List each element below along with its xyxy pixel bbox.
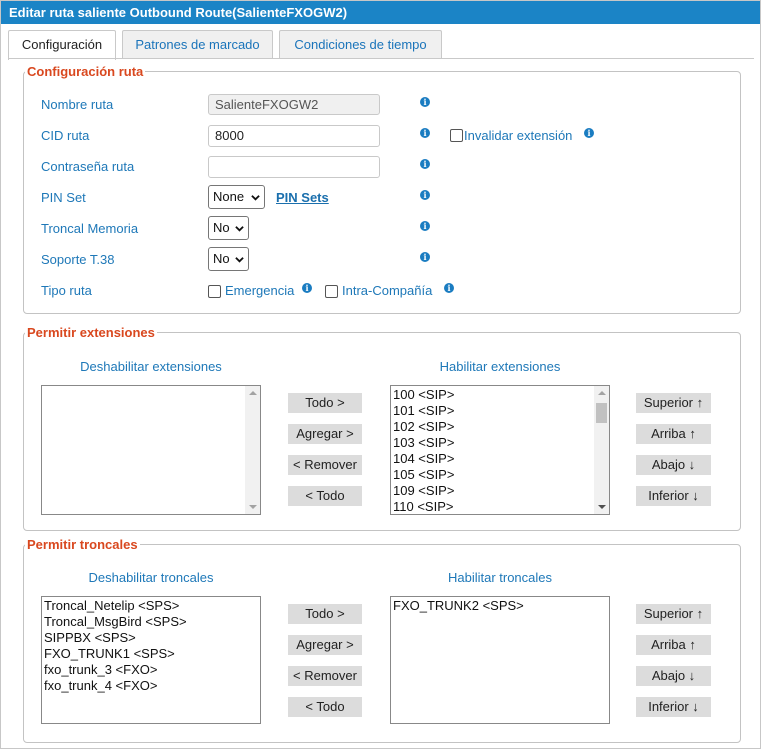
chevron-down-icon (251, 193, 260, 202)
intra-company-checkbox[interactable] (325, 285, 338, 298)
enabled-trunks-list[interactable] (390, 596, 610, 724)
info-icon[interactable]: i (444, 283, 454, 293)
route-type-label: Tipo ruta (41, 283, 92, 298)
list-item[interactable]: FXO_TRUNK1 <SPS> (44, 646, 175, 661)
emergency-label: Emergencia (225, 283, 295, 298)
trunk-memory-value: No (213, 220, 230, 235)
list-item[interactable]: SIPPBX <SPS> (44, 630, 136, 645)
enabled-extensions-list[interactable] (390, 385, 610, 515)
enabled-extensions-title: Habilitar extensiones (439, 359, 561, 374)
disabled-trunks-title: Deshabilitar troncales (88, 570, 214, 585)
list-item[interactable]: 110 <SIP> (393, 499, 454, 514)
move-all-right-button[interactable]: Todo > (288, 393, 362, 413)
override-extension-label: Invalidar extensión (464, 128, 573, 143)
chevron-down-icon (235, 255, 244, 264)
scrollbar[interactable] (594, 386, 609, 514)
scroll-up-icon[interactable] (249, 391, 257, 395)
intra-company-label: Intra-Compañía (342, 283, 433, 298)
move-bottom-button[interactable]: Inferior ↓ (636, 486, 711, 506)
trunk-add-button[interactable]: Agregar > (288, 635, 362, 655)
trunk-move-down-button[interactable]: Abajo ↓ (636, 666, 711, 686)
password-label: Contraseña ruta (41, 159, 135, 174)
info-icon[interactable]: i (420, 128, 430, 138)
trunk-move-bottom-button[interactable]: Inferior ↓ (636, 697, 711, 717)
move-down-button[interactable]: Abajo ↓ (636, 455, 711, 475)
trunk-move-all-right-button[interactable]: Todo > (288, 604, 362, 624)
pin-sets-link[interactable]: PIN Sets (276, 190, 329, 205)
list-item[interactable]: 101 <SIP> (393, 403, 455, 418)
tab-patrones-de-marcado[interactable]: Patrones de marcado (122, 30, 273, 59)
t38-value: No (213, 251, 230, 266)
list-item[interactable]: 100 <SIP> (393, 387, 455, 402)
tab-configuracion[interactable]: Configuración (8, 30, 116, 60)
cid-label: CID ruta (41, 128, 90, 143)
list-item[interactable]: 104 <SIP> (393, 451, 455, 466)
tab-divider (8, 58, 754, 59)
chevron-down-icon (235, 224, 244, 233)
info-icon[interactable]: i (420, 159, 430, 169)
trunk-remove-button[interactable]: < Remover (288, 666, 362, 686)
disabled-trunks-list[interactable] (41, 596, 261, 724)
route-name-field: SalienteFXOGW2 (208, 94, 380, 115)
password-field[interactable] (208, 156, 380, 178)
info-icon[interactable]: i (420, 221, 430, 231)
list-item[interactable]: 102 <SIP> (393, 419, 455, 434)
list-item[interactable]: fxo_trunk_4 <FXO> (44, 678, 158, 693)
move-all-left-button[interactable]: < Todo (288, 486, 362, 506)
list-item[interactable]: FXO_TRUNK2 <SPS> (393, 598, 524, 613)
scroll-thumb[interactable] (596, 403, 607, 423)
move-top-button[interactable]: Superior ↑ (636, 393, 711, 413)
t38-select[interactable] (208, 247, 249, 271)
info-icon[interactable]: i (302, 283, 312, 293)
move-up-button[interactable]: Arriba ↑ (636, 424, 711, 444)
trunk-move-all-left-button[interactable]: < Todo (288, 697, 362, 717)
list-item[interactable]: 103 <SIP> (393, 435, 455, 450)
allow-extensions-legend: Permitir extensiones (27, 325, 155, 340)
emergency-checkbox[interactable] (208, 285, 221, 298)
scrollbar[interactable] (245, 386, 260, 514)
info-icon[interactable]: i (420, 252, 430, 262)
route-config-legend: Configuración ruta (27, 64, 144, 79)
list-item[interactable]: 105 <SIP> (393, 467, 455, 482)
scroll-up-icon[interactable] (598, 391, 606, 395)
list-item[interactable]: Troncal_Netelip <SPS> (44, 598, 180, 613)
pinset-value: None (213, 189, 245, 204)
enabled-trunks-title: Habilitar troncales (447, 570, 553, 585)
add-button[interactable]: Agregar > (288, 424, 362, 444)
info-icon[interactable]: i (420, 97, 430, 107)
info-icon[interactable]: i (420, 190, 430, 200)
scroll-down-icon[interactable] (598, 505, 606, 509)
tab-condiciones-de-tiempo[interactable]: Condiciones de tiempo (279, 30, 442, 59)
pinset-select[interactable] (208, 185, 265, 209)
allow-trunks-legend: Permitir troncales (27, 537, 138, 552)
disabled-extensions-title: Deshabilitar extensiones (80, 359, 222, 374)
info-icon[interactable]: i (584, 128, 594, 138)
cid-field[interactable]: 8000 (208, 125, 380, 147)
route-name-label: Nombre ruta (41, 97, 114, 112)
remove-button[interactable]: < Remover (288, 455, 362, 475)
route-config-group (23, 71, 741, 314)
list-item[interactable]: Troncal_MsgBird <SPS> (44, 614, 187, 629)
trunk-move-top-button[interactable]: Superior ↑ (636, 604, 711, 624)
t38-label: Soporte T.38 (41, 252, 115, 267)
disabled-extensions-list[interactable] (41, 385, 261, 515)
trunk-memory-select[interactable] (208, 216, 249, 240)
list-item[interactable]: 109 <SIP> (393, 483, 455, 498)
pinset-label: PIN Set (41, 190, 86, 205)
trunk-memory-label: Troncal Memoria (41, 221, 139, 236)
trunk-move-up-button[interactable]: Arriba ↑ (636, 635, 711, 655)
list-item[interactable]: fxo_trunk_3 <FXO> (44, 662, 158, 677)
override-extension-checkbox[interactable] (450, 129, 463, 142)
scroll-down-icon[interactable] (249, 505, 257, 509)
dialog-title: Editar ruta saliente Outbound Route(SalienteFXOGW2) (1, 1, 760, 24)
